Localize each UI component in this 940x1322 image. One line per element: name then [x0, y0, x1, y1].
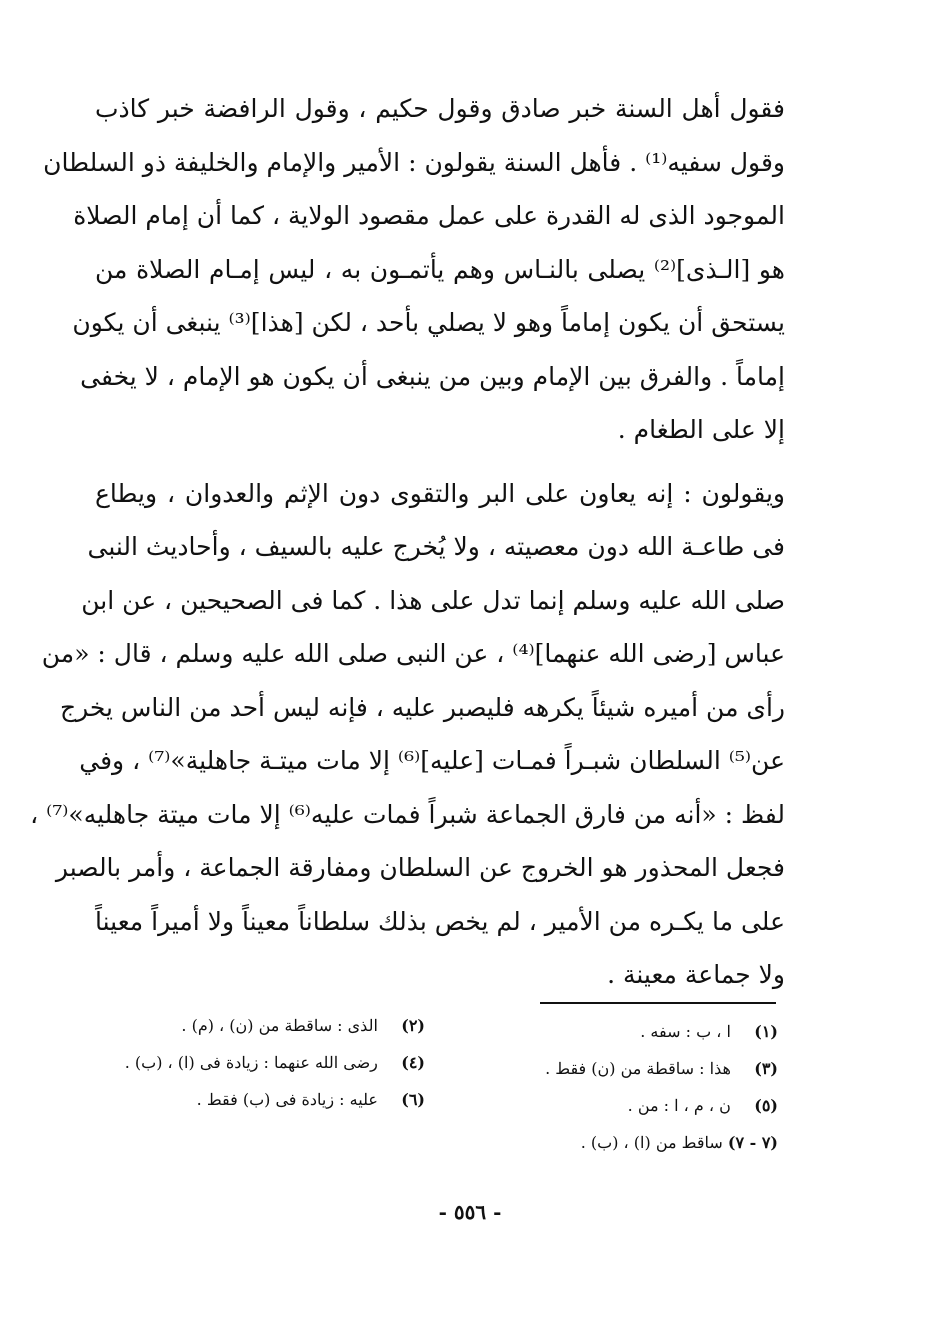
footnote: [545, 1022, 778, 1042]
text-line: عن⁽⁵⁾ السلطان شبـراً فمـات [عليه]⁽⁶⁾ إلا مات ميتـة جاهلية»⁽⁷⁾ ، وفي: [79, 746, 785, 775]
text-line: لفظ : «أنه من فارق الجماعة شبراً فمات عليه⁽⁶⁾ إلا مات ميتة جاهليه»⁽⁷⁾ ،: [30, 799, 785, 829]
footnotes-left-column: [125, 1016, 425, 1127]
footnote-number: (٥): [754, 1096, 778, 1115]
text-line: فى طاعـة الله دون معصيته ، ولا يُخرج عليه بالسيف ، وأحاديث النبى: [87, 532, 785, 561]
footnote-number: (٢): [401, 1016, 425, 1035]
footnote-number: (١): [754, 1022, 778, 1041]
text-line: رأى من أميره شيئاً يكرهه فليصبر عليه ، فإنه ليس أحد من الناس يخرج: [59, 692, 785, 722]
footnote: [545, 1059, 778, 1079]
text-line: هو [الـذى]⁽²⁾ يصلى بالنـاس وهم يأتمـون به ، ليس إمـام الصلاة من: [95, 254, 785, 284]
paragraph-1: [43, 82, 785, 457]
page-number: - ٥٥٦ -: [438, 1200, 502, 1224]
main-text: [30, 82, 785, 1002]
text-line: فجعل المحذور هو الخروج عن السلطان ومفارقة الجماعة ، وأمر بالصبر: [55, 853, 785, 882]
text-line: وقول سفيه⁽¹⁾ . فأهل السنة يقولون : الأمير والإمام والخليفة ذو السلطان: [43, 147, 785, 177]
footnote: [125, 1090, 425, 1110]
text-line: إماماً . والفرق بين الإمام وبين من ينبغى أن يكون هو الإمام ، لا يخفى: [80, 361, 785, 391]
text-line: الموجود الذى له القدرة على عمل مقصود الولاية ، كما أن إمام الصلاة: [73, 201, 785, 230]
text-line: ويقولون : إنه يعاون على البر والتقوى دون الإثم والعدوان ، ويطاع: [95, 478, 785, 508]
footnotes-right-column: [545, 1022, 778, 1170]
footnote-number: (٤): [401, 1053, 425, 1072]
footnote: [125, 1016, 425, 1036]
footnote-number: (٧ - ٧): [727, 1133, 778, 1152]
text-line: عباس [رضى الله عنهما]⁽⁴⁾ ، عن النبى صلى الله عليه وسلم ، قال : «من: [41, 639, 785, 668]
footnote-text: ا ، ب : سفه .: [640, 1022, 731, 1041]
footnote: [545, 1096, 778, 1116]
text-line: على ما يكـره من الأمير ، لم يخص بذلك سلطاناً معيناً ولا أميراً معيناً: [95, 906, 785, 936]
footnote-text: عليه : زيادة فى (ب) فقط .: [196, 1090, 378, 1109]
text-line: فقول أهل السنة خبر صادق وقول حكيم ، وقول الرافضة خبر كاذب: [95, 94, 785, 123]
text-line: إلا على الطغام .: [617, 415, 785, 444]
footnote-text: الذى : ساقطة من (ن) ، (م) .: [181, 1016, 378, 1035]
text-line: صلى الله عليه وسلم إنما تدل على هذا . كما فى الصحيحين ، عن ابن: [81, 585, 785, 615]
footnote-text: هذا : ساقطة من (ن) فقط .: [545, 1059, 731, 1078]
footnote-separator: [540, 1002, 776, 1004]
footnote: [125, 1053, 425, 1073]
text-line: ولا جماعة معينة .: [607, 960, 785, 989]
footnote-number: (٦): [401, 1090, 425, 1109]
footnote-text: ن ، م ، ا : من .: [627, 1096, 731, 1115]
footnote-text: ساقط من (ا) ، (ب) .: [580, 1133, 723, 1152]
text-line: يستحق أن يكون إماماً وهو لا يصلي بأحد ، لكن [هذا]⁽³⁾ ينبغى أن يكون: [72, 308, 785, 337]
footnote-number: (٣): [754, 1059, 778, 1078]
footnote-text: رضى الله عنهما : زيادة فى (ا) ، (ب) .: [124, 1053, 378, 1072]
footnote: [545, 1133, 778, 1153]
paragraph-2: [30, 467, 785, 1002]
